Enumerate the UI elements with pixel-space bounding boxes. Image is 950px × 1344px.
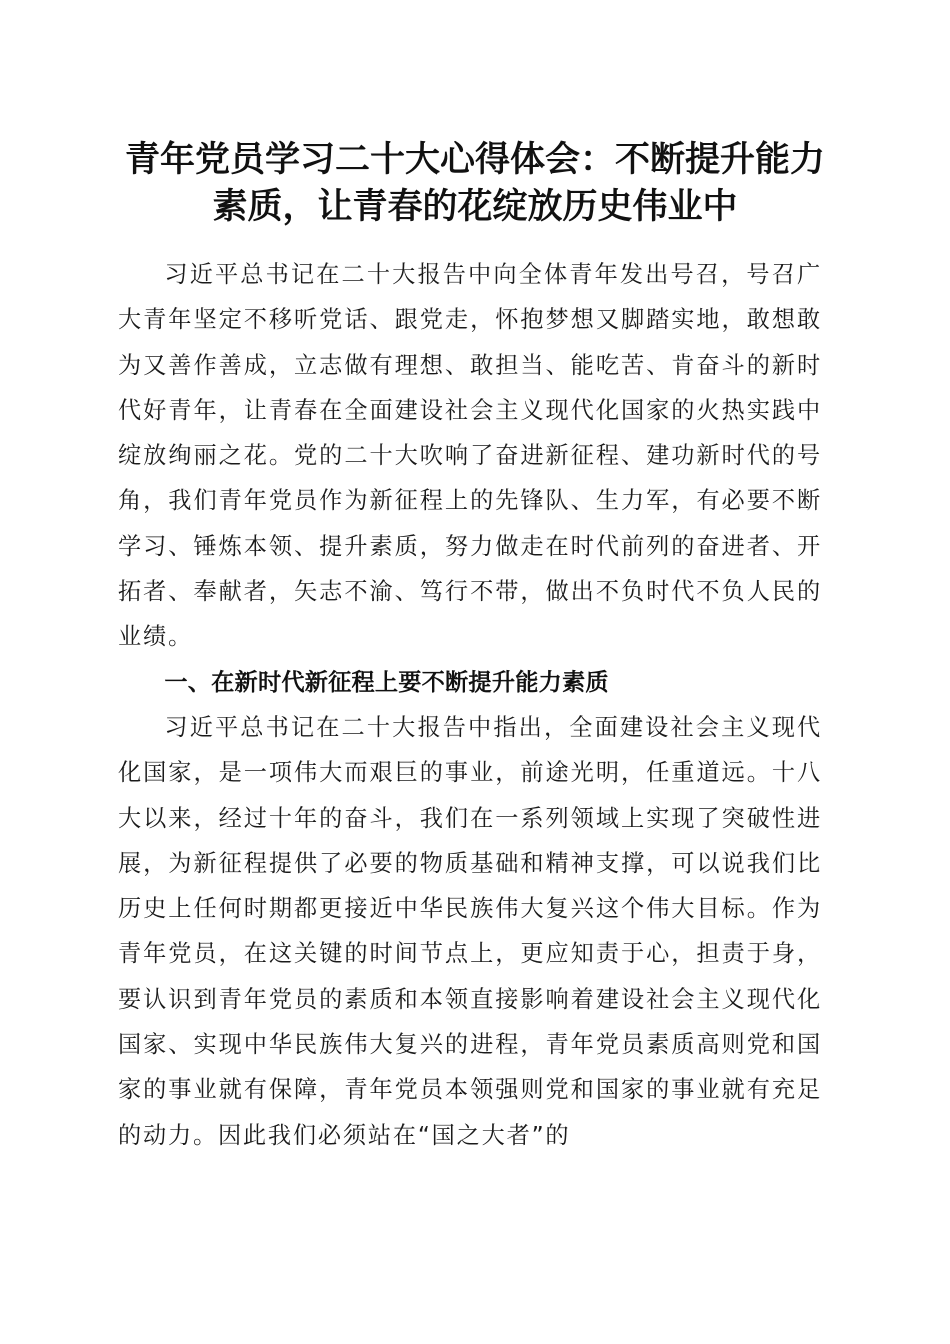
intro-paragraph: 习近平总书记在二十大报告中向全体青年发出号召，号召广大青年坚定不移听党话、跟党走，怀抱梦想又脚踏实地，敢想敢为又善作善成，立志做有理想、敢担当、能吃苦、肯奋斗的新时代好青年，让青春在全面建设社会主义现代化国家的火热实践中绽放绚丽之花。党的二十大吹响了奋进新征程、建功新时代的号角，我们青年党员作为新征程上的先锋队、生力军，有必要不断学习、锤炼本领、提升素质，努力做走在时代前列的奋进者、开拓者、奉献者，矢志不渝、笃行不带，做出不负时代不负人民的业绩。 (118, 261, 822, 651)
document-body (118, 252, 822, 1158)
section-heading: 一、在新时代新征程上要不断提升能力素质 (164, 668, 609, 696)
document-title: 青年党员学习二十大心得体会：不断提升能力素质，让青春的花绽放历史伟业中 (124, 139, 825, 227)
section-paragraph: 习近平总书记在二十大报告中指出，全面建设社会主义现代化国家，是一项伟大而艰巨的事业，前途光明，任重道远。十八大以来，经过十年的奋斗，我们在一系列领域上实现了突破性进展，为新征程提供了必要的物质基础和精神支撑，可以说我们比历史上任何时期都更接近中华民族伟大复兴这个伟大目标。作为青年党员，在这关键的时间节点上，更应知责于心，担责于身，要认识到青年党员的素质和本领直接影响着建设社会主义现代化国家、实现中华民族伟大复兴的进程，青年党员素质高则党和国家的事业就有保障，青年党员本领强则党和国家的事业就有充足的动力。因此我们必须站在“国之大者”的 (118, 713, 822, 1149)
